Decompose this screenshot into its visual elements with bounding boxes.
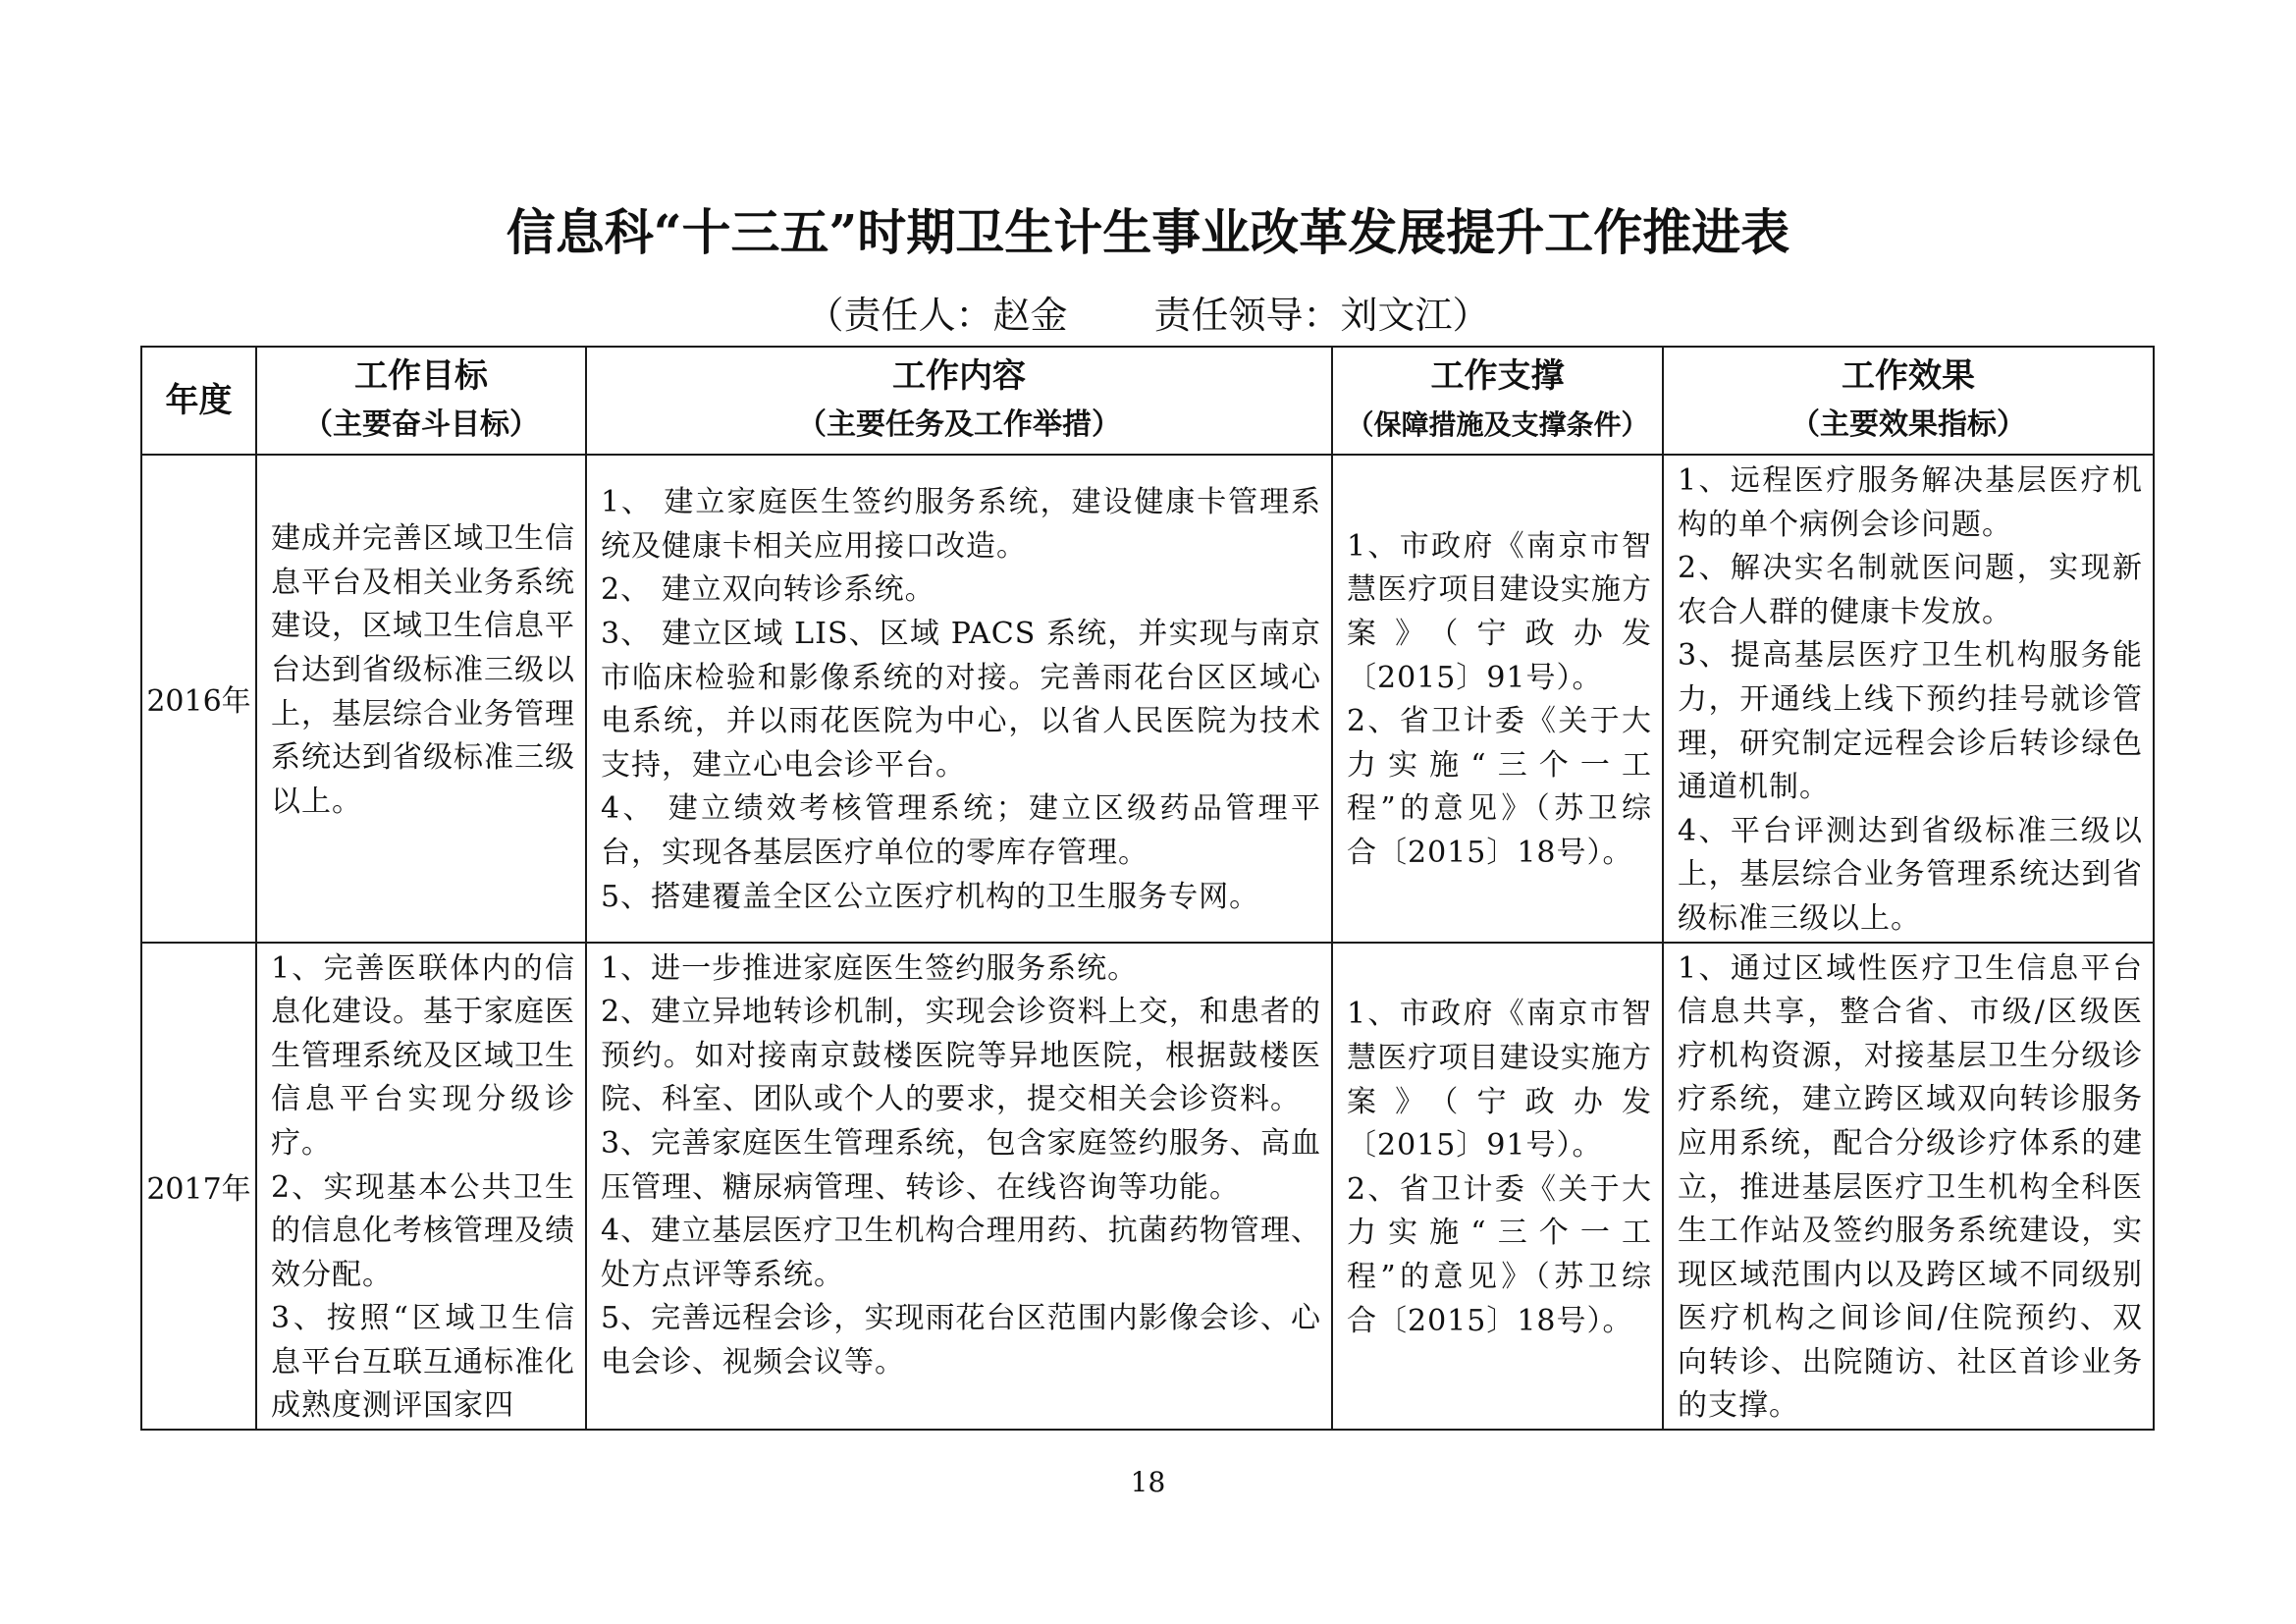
work-progress-table bbox=[140, 346, 2155, 1431]
page-title: 信息科“十三五”时期卫生计生事业改革发展提升工作推进表 bbox=[506, 203, 1790, 261]
effect-cell bbox=[1663, 455, 2154, 943]
header-goal-subtitle: （主要奋斗目标） bbox=[303, 407, 539, 442]
content-item: 4、建立基层医疗卫生机构合理用药、抗菌药物管理、处方点评等系统。 bbox=[601, 1214, 1321, 1292]
content-item: 2、 建立双向转诊系统。 bbox=[601, 572, 935, 608]
header-effect-title: 工作效果 bbox=[1842, 356, 1975, 396]
year-cell: 2016年 bbox=[141, 455, 256, 943]
header-goal-title: 工作目标 bbox=[354, 356, 488, 396]
goal-item: 1、完善医联体内的信息化建设。基于家庭医生管理系统及区域卫生信息平台实现分级诊疗。 bbox=[271, 950, 575, 1161]
header-support-subtitle: （保障措施及支撑条件） bbox=[1346, 408, 1649, 441]
header-effect bbox=[1663, 347, 2154, 455]
table-header-row bbox=[141, 347, 2154, 455]
content-item: 2、建立异地转诊机制，实现会诊资料上交，和患者的预约。如对接南京鼓楼医院等异地医院，根据鼓楼医院、科室、团队或个人的要求，提交相关会诊资料。 bbox=[601, 995, 1321, 1117]
effect-item: 4、平台评测达到省级标准三级以上，基层综合业务管理系统达到省级标准三级以上。 bbox=[1678, 813, 2143, 936]
header-content bbox=[586, 347, 1332, 455]
header-content-subtitle: （主要任务及工作举措） bbox=[797, 407, 1121, 442]
header-goal bbox=[256, 347, 586, 455]
table-row bbox=[141, 455, 2154, 943]
content-item: 5、搭建覆盖全区公立医疗机构的卫生服务专网。 bbox=[601, 879, 1260, 914]
effect-text: 1、通过区域性医疗卫生信息平台信息共享，整合省、市级/区级医疗机构资源，对接基层卫生分级诊疗系统，建立跨区域双向转诊服务应用系统，配合分级诊疗体系的建立，推进基层医疗卫生机构全科医生工作站及签约服务系统建设，实现区域范围内以及跨区域不同级别医疗机构之间诊间/住院预约、双向转诊、出院随访、社区首诊业务的支撑。 bbox=[1678, 950, 2143, 1424]
support-item: 1、市政府《南京市智慧医疗项目建设实施方案》（宁政办发〔2015〕91号）。 bbox=[1347, 528, 1652, 695]
support-cell bbox=[1332, 455, 1663, 943]
content-item: 3、完善家庭医生管理系统，包含家庭签约服务、高血压管理、糖尿病管理、转诊、在线咨询等功能。 bbox=[601, 1125, 1321, 1205]
content-cell bbox=[586, 943, 1332, 1431]
support-item: 2、省卫计委《关于大力实施“三个一工程”的意见》（苏卫综合〔2015〕18号）。 bbox=[1347, 704, 1652, 871]
table-row bbox=[141, 943, 2154, 1431]
goal-text: 建成并完善区域卫生信息平台及相关业务系统建设，区域卫生信息平台达到省级标准三级以上，基层综合业务管理系统达到省级标准三级以上。 bbox=[271, 521, 575, 819]
page-number: 18 bbox=[1130, 1466, 1166, 1498]
content-item: 1、进一步推进家庭医生签约服务系统。 bbox=[601, 950, 1139, 986]
header-year: 年度 bbox=[141, 347, 256, 455]
goal-item: 3、按照“区域卫生信息平台互联互通标准化成熟度测评国家四 bbox=[271, 1301, 575, 1424]
header-support-title: 工作支撑 bbox=[1430, 356, 1565, 396]
effect-cell bbox=[1663, 943, 2154, 1431]
effect-item: 1、远程医疗服务解决基层医疗机构的单个病例会诊问题。 bbox=[1678, 463, 2143, 542]
content-item: 1、 建立家庭医生签约服务系统，建设健康卡管理系统及健康卡相关应用接口改造。 bbox=[601, 485, 1321, 564]
support-cell bbox=[1332, 943, 1663, 1431]
goal-cell bbox=[256, 943, 586, 1431]
goal-cell bbox=[256, 455, 586, 943]
content-item: 3、 建立区域 LIS、区域 PACS 系统，并实现与南京市临床检验和影像系统的对接。完善雨花台区区域心电系统，并以雨花医院为中心，以省人民医院为技术支持，建立心电会诊平台。 bbox=[601, 617, 1321, 783]
responsible-persons: （责任人：赵金 责任领导：刘文江） bbox=[806, 294, 1490, 337]
header-effect-subtitle: （主要效果指标） bbox=[1790, 407, 2026, 442]
effect-item: 3、提高基层医疗卫生机构服务能力，开通线上线下预约挂号就诊管理，研究制定远程会诊后转诊绿色通道机制。 bbox=[1678, 638, 2143, 805]
year-cell: 2017年 bbox=[141, 943, 256, 1431]
content-item: 5、完善远程会诊，实现雨花台区范围内影像会诊、心电会诊、视频会议等。 bbox=[601, 1301, 1321, 1380]
content-cell bbox=[586, 455, 1332, 943]
header-content-title: 工作内容 bbox=[892, 356, 1026, 396]
support-item: 1、市政府《南京市智慧医疗项目建设实施方案》（宁政办发〔2015〕91号）。 bbox=[1347, 997, 1652, 1164]
effect-item: 2、解决实名制就医问题，实现新农合人群的健康卡发放。 bbox=[1678, 551, 2143, 629]
content-item: 4、 建立绩效考核管理系统；建立区级药品管理平台，实现各基层医疗单位的零库存管理。 bbox=[601, 791, 1321, 871]
goal-item: 2、实现基本公共卫生的信息化考核管理及绩效分配。 bbox=[271, 1169, 575, 1292]
support-item: 2、省卫计委《关于大力实施“三个一工程”的意见》（苏卫综合〔2015〕18号）。 bbox=[1347, 1171, 1652, 1338]
header-support bbox=[1332, 347, 1663, 455]
